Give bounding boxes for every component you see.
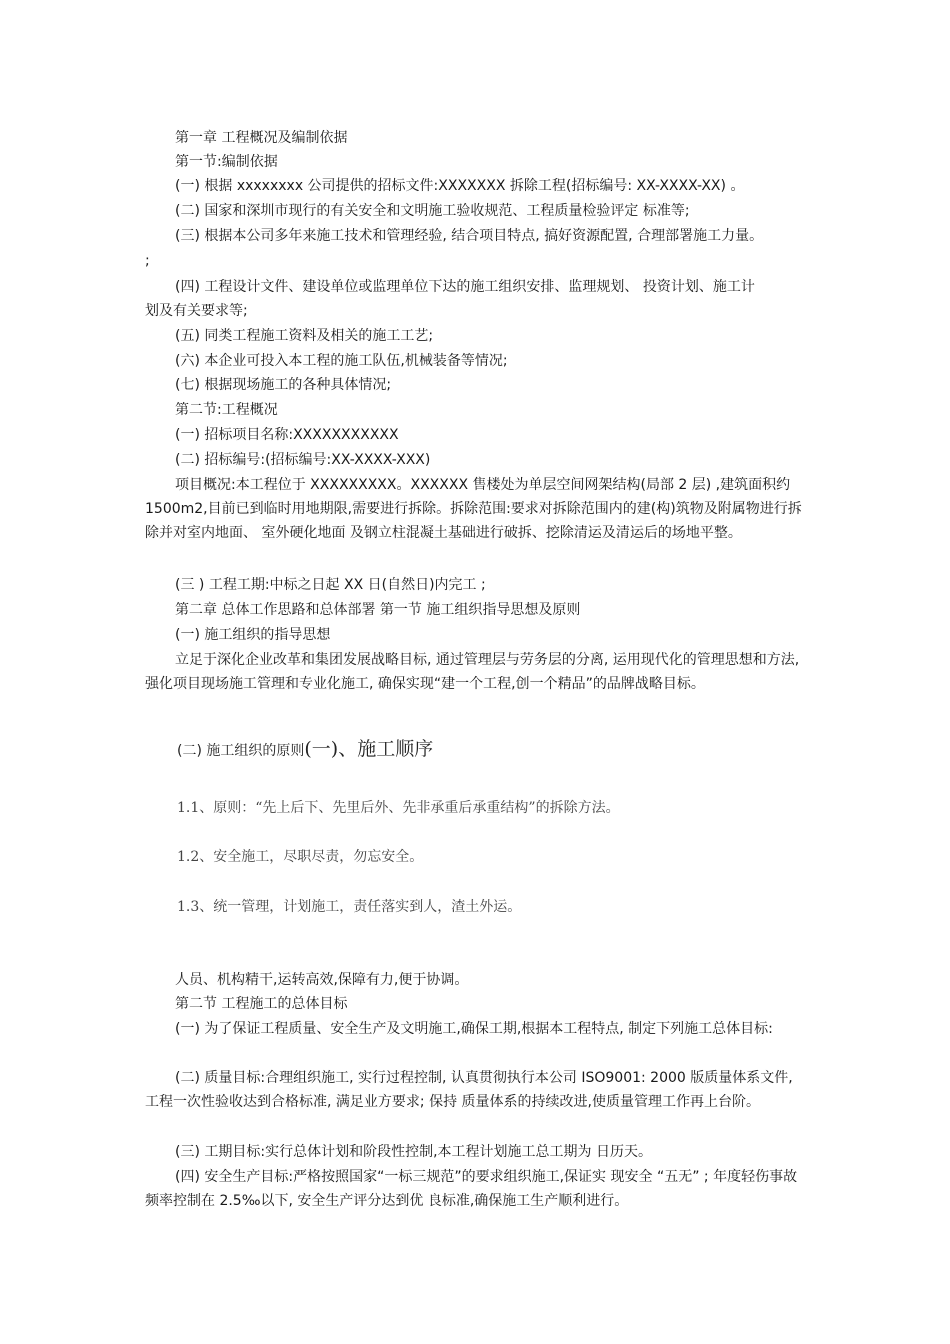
overview-item-2: (二) 招标编号:(招标编号:XX-XXXX-XXX) [175,452,431,468]
principles-heading-part-a: (二) 施工组织的原则 [177,743,305,759]
basis-item-7: (七) 根据现场施工的各种具体情况; [175,377,392,393]
section-1-title: 第一节:编制依据 [175,154,278,170]
goal-item-4: (四) 安全生产目标:严格按照国家“一标三规范”的要求组织施工,保证实 现安全 “五无” ; 年度轻伤事故频率控制在 2.5‰以下, 安全生产评分达到优 良标准,确保施工生产顺利进行。 [145,1169,798,1209]
section-3-title: 第二节 工程施工的总体目标 [175,996,348,1012]
principle-item-1: 1.1、原则：“先上后下、先里后外、先非承重后承重结构”的拆除方法。 [177,800,620,816]
principles-heading-part-b: (一)、施工顺序 [304,738,434,760]
basis-item-4-cont: 划及有关要求等; [145,303,248,319]
section-2-title: 第二节:工程概况 [175,402,278,418]
basis-item-5: (五) 同类工程施工资料及相关的施工工艺; [175,328,434,344]
staff-line: 人员、机构精干,运转高效,保障有力,便于协调。 [175,972,469,988]
project-period: (三 ) 工程工期:中标之日起 XX 日(自然日)内完工 ; [175,577,486,593]
basis-item-6: (六) 本企业可投入本工程的施工队伍,机械装备等情况; [175,353,508,369]
project-summary: 项目概况:本工程位于 XXXXXXXXX。XXXXXX 售楼处为单层空间网架结构(局部 2 层) ,建筑面积约 1500m2,目前已到临时用地期限,需要进行拆除。拆除范围:要求对拆除范围内的建(构)筑物及附属物进行拆除并对室内地面、 室外硬化地面 及钢立柱混凝土基础进行破拆、挖除清运及清运后的场地平整。 [145,477,802,541]
principles-heading [177,734,433,761]
principle-item-3: 1.3、统一管理，计划施工，责任落实到人，渣土外运。 [177,899,522,915]
principle-item-2: 1.2、安全施工，尽职尽责，勿忘安全。 [177,849,424,865]
chapter-2-title: 第二章 总体工作思路和总体部署 第一节 施工组织指导思想及原则 [175,602,581,618]
goal-item-1: (一) 为了保证工程质量、安全生产及文明施工,确保工期,根据本工程特点, 制定下列施工总体目标: [175,1021,773,1037]
overview-item-1: (一) 招标项目名称:XXXXXXXXXXX [175,427,399,443]
guide-text: 立足于深化企业改革和集团发展战略目标, 通过管理层与劳务层的分离, 运用现代化的管理思想和方法,强化项目现场施工管理和专业化施工, 确保实现“建一个工程,创一个精品”的品牌战略目标。 [145,652,800,692]
goal-item-3: (三) 工期目标:实行总体计划和阶段性控制,本工程计划施工总工期为 日历天。 [175,1144,652,1160]
basis-item-3-tail: ; [145,253,150,269]
basis-item-1: (一) 根据 xxxxxxxx 公司提供的招标文件:XXXXXXX 拆除工程(招标编号: XX-XXXX-XX) 。 [175,178,745,194]
basis-item-2: (二) 国家和深圳市现行的有关安全和文明施工验收规范、工程质量检验评定 标准等; [175,203,690,219]
goal-item-2: (二) 质量目标:合理组织施工, 实行过程控制, 认真贯彻执行本公司 ISO9001: 2000 版质量体系文件, 工程一次性验收达到合格标准, 满足业方要求; 保持 质量体系的持续改进,使质量管理工作再上台阶。 [145,1070,793,1110]
chapter-1-title: 第一章 工程概况及编制依据 [175,130,348,146]
basis-item-4: (四) 工程设计文件、建设单位或监理单位下达的施工组织安排、监理规划、 投资计划、施工计 [175,279,755,295]
guide-title: (一) 施工组织的指导思想 [175,627,331,643]
basis-item-3: (三) 根据本公司多年来施工技术和管理经验, 结合项目特点, 搞好资源配置, 合理部署施工力量。 [175,228,764,244]
